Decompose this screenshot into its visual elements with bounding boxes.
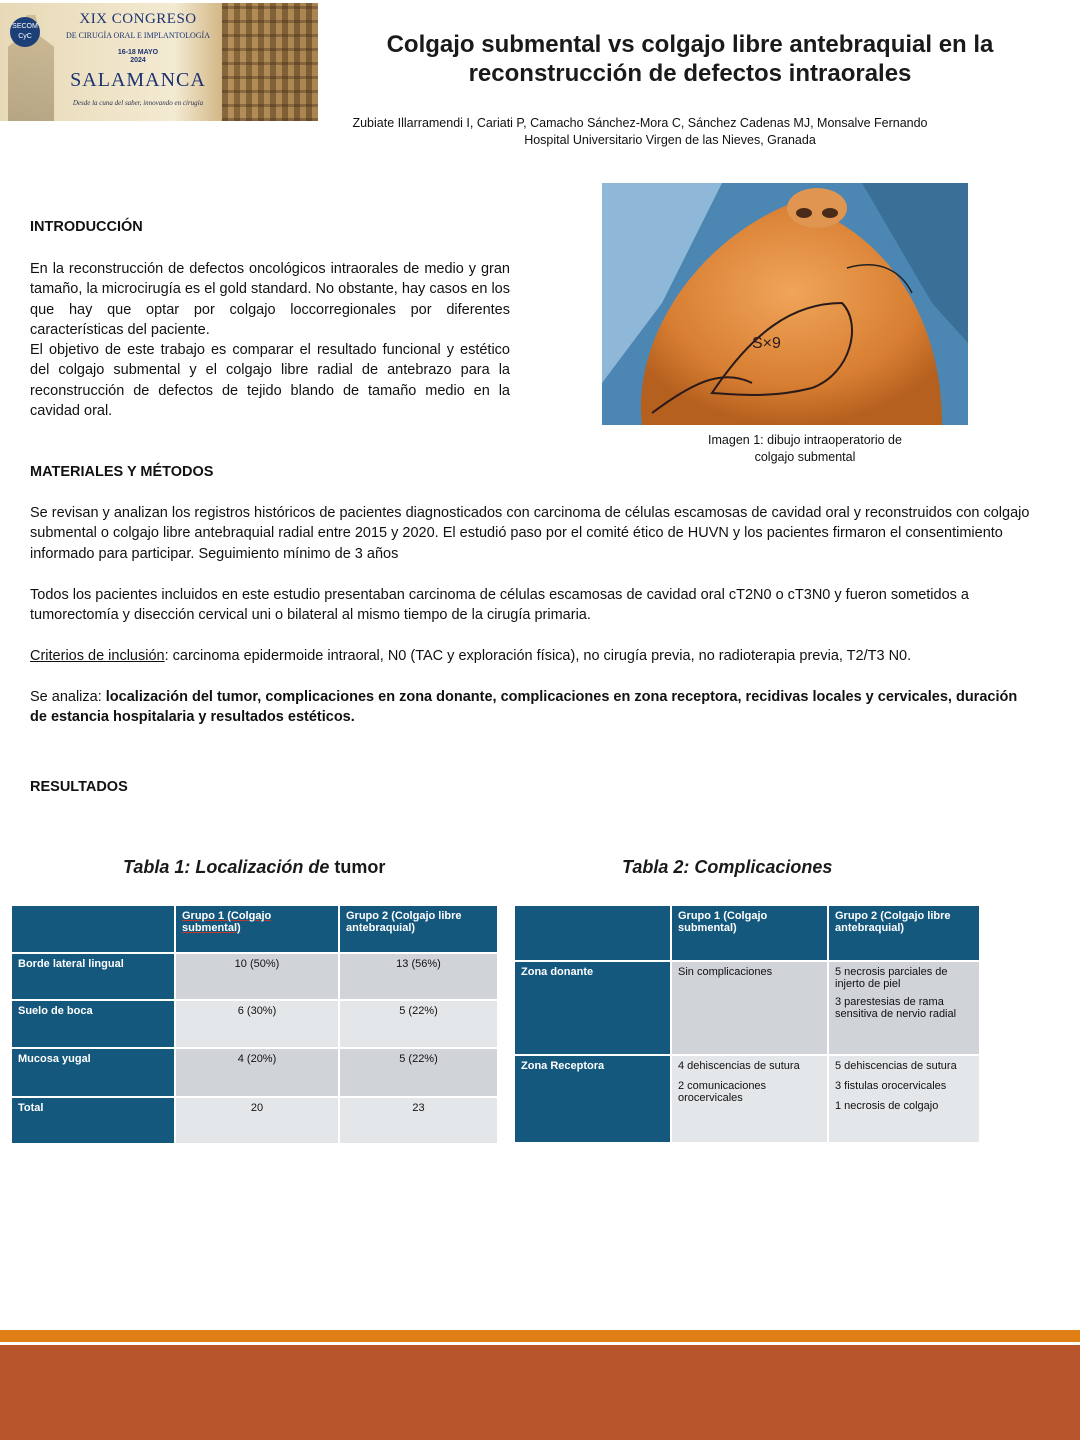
- table-row: Mucosa yugal 4 (20%) 5 (22%): [11, 1048, 498, 1097]
- methods-heading: MATERIALES Y MÉTODOS: [30, 464, 214, 480]
- affiliation: Hospital Universitario Virgen de las Nieves, Granada: [524, 133, 816, 147]
- intro-text: En la reconstrucción de defectos oncológicos intraorales de medio y gran tamaño, la microcirugía es el gold standard. No obstante, hay casos en los que hay que optar por colgajo loccorregionales por diferentes características del paciente. El objetivo de este trabajo es comparar el resultado funcional y estético del colgajo submental y el colgajo libre radial de antebrazo para la reconstrucción de defectos de tejido blando de tamaño medio en la cavidad oral.: [30, 261, 510, 420]
- congress-banner: [0, 3, 318, 121]
- secom-logo: SECOM CyC: [10, 17, 40, 47]
- poster-title: Colgajo submental vs colgajo libre antebraquial en la reconstrucción de defectos intraorales: [386, 31, 994, 87]
- table-row: Suelo de boca 6 (30%) 5 (22%): [11, 1000, 498, 1048]
- table2-title: Tabla 2: Complicaciones: [622, 857, 833, 877]
- intraoperative-photo: [602, 183, 968, 425]
- photo-illustration: [602, 183, 968, 425]
- image-caption: Imagen 1: dibujo intraoperatorio de colgajo submental: [708, 433, 902, 464]
- intro-heading: INTRODUCCIÓN: [30, 219, 143, 235]
- banner-city: SALAMANCA: [70, 69, 206, 91]
- table-header-row: Grupo 1 (Colgajo submental) Grupo 2 (Colgajo libre antebraquial): [514, 905, 980, 961]
- inclusion-criteria: Criterios de inclusión: carcinoma epidermoide intraoral, N0 (TAC y exploración física), no cirugía previa, no radioterapia previa, T2/T3 N0.: [30, 648, 912, 664]
- table1-tumor-location: [10, 904, 499, 1145]
- table1-title: Tabla 1: Localización de tumor: [123, 857, 386, 877]
- table-row: Zona donante Sin complicaciones 5 necrosis parciales de injerto de piel 3 parestesias de rama sensitiva de nervio radial: [514, 961, 980, 1055]
- authors: Zubiate Illarramendi I, Cariati P, Camacho Sánchez-Mora C, Sánchez Cadenas MJ, Monsalve Fernando: [352, 116, 928, 130]
- table-row: Zona Receptora 4 dehiscencias de sutura 2 comunicaciones orocervicales 5 dehiscencias de sutura 3 fistulas orocervicales 1 necrosis de colgajo: [514, 1055, 980, 1143]
- footer-bar-rust: [0, 1345, 1080, 1440]
- methods-p1: Se revisan y analizan los registros históricos de pacientes diagnosticados con carcinoma de células escamosas de cavidad oral y reconstruidos con colgajo submental o colgajo libre antebraquial radial entre 2015 y 2020. El estudió paso por el comité ético de HUVN y los pacientes firmaron el consentimiento informado para participar. Seguimiento mínimo de 3 años: [30, 505, 1030, 562]
- table-row: Total 20 23: [11, 1097, 498, 1144]
- footer-bar-orange: [0, 1330, 1080, 1342]
- table-row: Borde lateral lingual 10 (50%) 13 (56%): [11, 953, 498, 1000]
- results-heading: RESULTADOS: [30, 779, 128, 795]
- analysis-text: Se analiza: localización del tumor, complicaciones en zona donante, complicaciones en zona receptora, recidivas locales y cervicales, duración de estancia hospitalaria y resultados estéticos.: [30, 689, 1018, 726]
- banner-line1: XIX CONGRESO: [79, 11, 197, 27]
- banner-motto: Desde la cuna del saber, innovando en cirugía: [72, 99, 204, 107]
- svg-text:S×9: S×9: [752, 335, 781, 352]
- banner-line2: DE CIRUGÍA ORAL E IMPLANTOLOGÍA: [66, 31, 210, 40]
- table-header-row: Grupo 1 (Colgajo submental) Grupo 2 (Colgajo libre antebraquial): [11, 905, 498, 953]
- table2-complications: [513, 904, 981, 1144]
- authors-block: [330, 115, 950, 149]
- methods-p2: Todos los pacientes incluidos en este estudio presentaban carcinoma de células escamosas de cavidad oral cT2N0 o cT3N0 y fueron sometidos a tumorectomía y disección cervical uni o bilateral al mismo tiempo de la cirugía primaria.: [30, 587, 969, 624]
- banner-dates: 16-18 MAYO 2024: [117, 49, 159, 64]
